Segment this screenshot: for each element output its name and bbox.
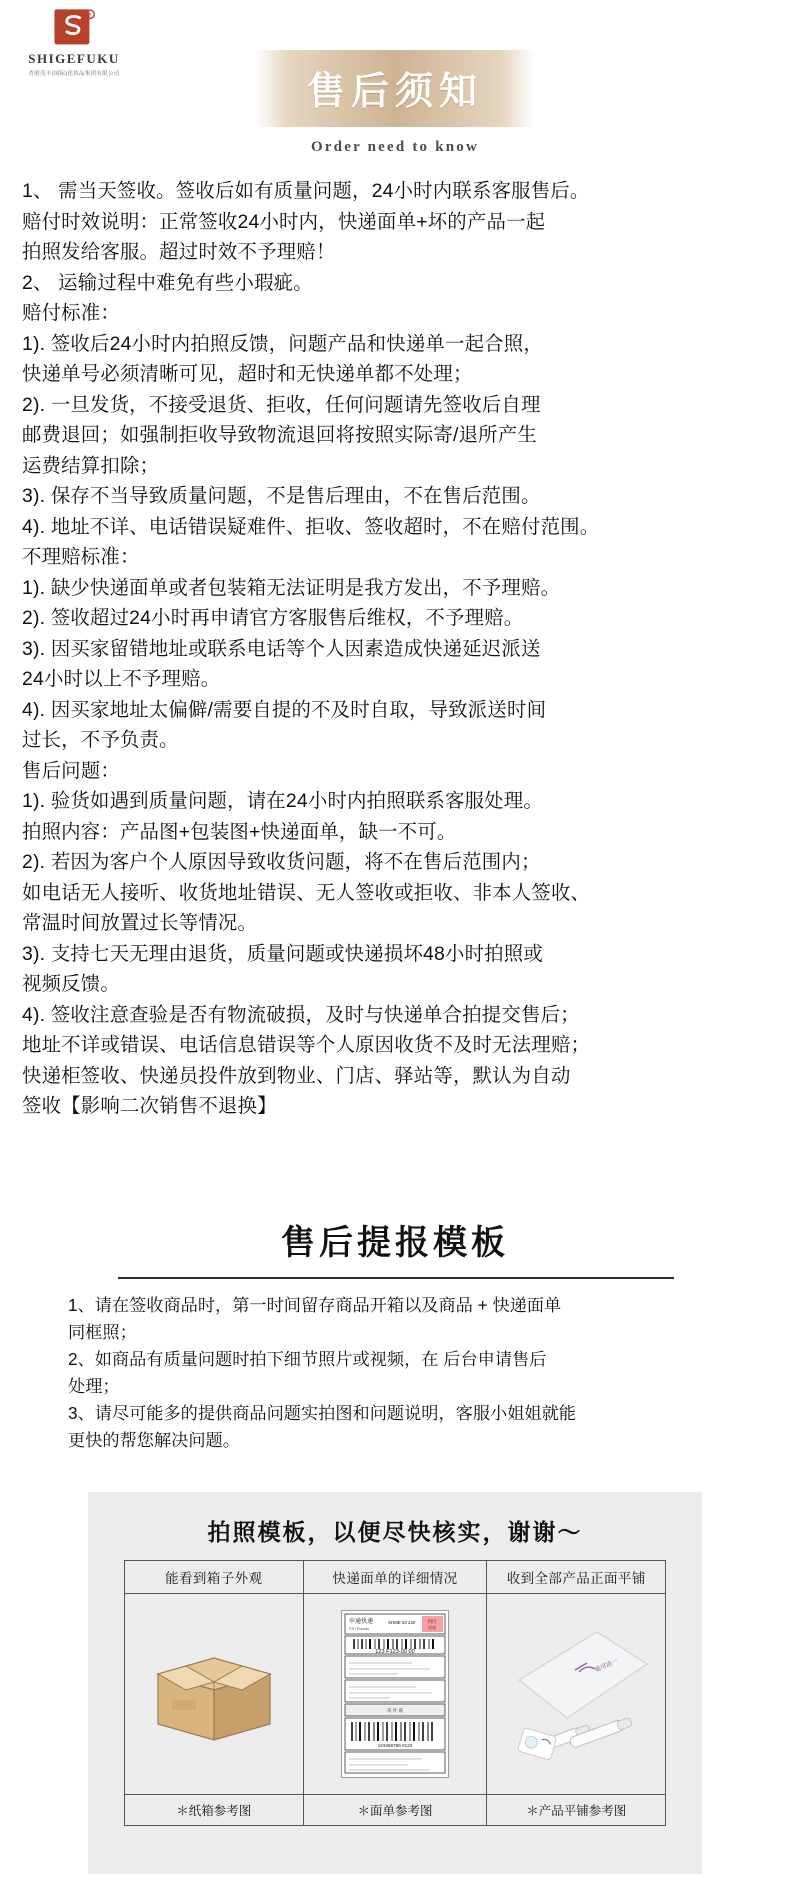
table-header-row [125, 1561, 666, 1594]
section2-text [68, 1292, 728, 1454]
table-footer-cell: ＊纸箱参考图 [125, 1795, 304, 1826]
policy-line: 过长，不予负责。 [22, 729, 179, 751]
photo-template-panel [88, 1492, 702, 1874]
label-cell [303, 1594, 487, 1795]
brand-name: SHIGEFUKU [28, 51, 120, 66]
product-flatlay-icon [501, 1614, 651, 1774]
table-header-cell: 能看到箱子外观 [125, 1561, 304, 1594]
page-subtitle: Order need to know [310, 139, 480, 155]
table-header-cell: 快递面单的详细情况 [303, 1561, 487, 1594]
policy-line: 24小时以上不予理赔。 [22, 668, 221, 690]
section2-line: 1、请在签收商品时，第一时间留存商品开箱以及商品 + 快递面单 [68, 1295, 562, 1315]
policy-line: 运费结算扣除； [22, 454, 160, 477]
svg-text:123456789 0123: 123456789 0123 [377, 1743, 413, 1748]
carton-cell [125, 1594, 304, 1795]
brand-subtitle: 香港茂丰(国际)化妆品集团有限公司 [28, 71, 120, 77]
policy-line: 2). 一旦发货，不接受退货、拒收，任何问题请先签收后自理 [22, 393, 541, 416]
table-footer-cell: ＊面单参考图 [303, 1795, 487, 1826]
shipping-label-icon [341, 1610, 449, 1778]
policy-line: 拍照发给客服。超过时效不予理赔！ [22, 241, 336, 263]
policy-line: 4). 地址不详、电话错误疑难件、拒收、签收超时，不在赔付范围。 [22, 515, 600, 538]
policy-line: 1). 签收后24小时内拍照反馈，问题产品和快递单一起合照， [22, 332, 543, 355]
policy-line: 3). 因买家留错地址或联系电话等个人因素造成快递延迟派送 [22, 637, 541, 660]
policy-line: 3). 保存不当导致质量问题，不是售后理由，不在售后范围。 [22, 485, 541, 507]
panel-title: 拍照模板，以便尽快核实，谢谢～ [207, 1520, 583, 1545]
policy-line: 2、 运输过程中难免有些小瑕疵。 [22, 271, 313, 294]
cardboard-box-icon [148, 1640, 280, 1748]
policy-line: 如电话无人接听、收货地址错误、无人签收或拒收、非本人签收、 [22, 881, 591, 904]
section2-line: 同框照； [68, 1322, 137, 1342]
svg-text:R: R [88, 13, 92, 19]
svg-text:STO Express: STO Express [348, 1627, 370, 1631]
table-footer-row [125, 1795, 666, 1826]
banner-plate [255, 50, 535, 127]
table-header-cell: 收到全部产品正面平铺 [487, 1561, 666, 1594]
policy-text [22, 176, 774, 1122]
section2-title: 售后提报模板 [281, 1225, 509, 1262]
policy-line: 2). 签收超过24小时再申请官方客服售后维权，不予理赔。 [22, 607, 524, 629]
table-footer-cell: ＊产品平铺参考图 [487, 1795, 666, 1826]
policy-line: 邮费退回；如强制拒收导致物流退回将按照实际寄/退所产生 [22, 424, 537, 446]
svg-text:易可洁一: 易可洁一 [594, 1658, 619, 1674]
section2-divider [118, 1277, 674, 1279]
page-title: 售后须知 [306, 71, 483, 113]
policy-line: 赔付时效说明：正常签收24小时内，快递面单+坏的产品一起 [22, 210, 546, 233]
svg-text:SHME 03 220: SHME 03 220 [387, 1620, 416, 1625]
policy-line: 常温时间放置过长等情况。 [22, 912, 258, 934]
policy-line: 视频反馈。 [22, 973, 120, 995]
svg-text:快递: 快递 [427, 1625, 436, 1630]
policy-line: 赔付标准： [22, 302, 120, 324]
s-monogram-icon [53, 8, 95, 50]
policy-line: 售后问题： [22, 759, 120, 782]
policy-line: 1). 缺少快递面单或者包装箱无法证明是我方发出，不予理赔。 [22, 576, 561, 599]
policy-line: 不理赔标准： [22, 546, 140, 568]
policy-line: 3). 支持七天无理由退货，质量问题或快递损坏48小时拍照或 [22, 942, 543, 965]
title-banner [0, 50, 790, 156]
policy-line: 1、 需当天签收。签收后如有质量问题，24小时内联系客服售后。 [22, 180, 590, 202]
svg-text:123 F123-00 00: 123 F123-00 00 [375, 1649, 415, 1655]
policy-line: 快递单号必须清晰可见，超时和无快递单都不处理； [22, 363, 473, 385]
photo-template-table [124, 1560, 666, 1826]
table-image-row [125, 1594, 666, 1795]
policy-line: 快递柜签收、快递员投件放到物业、门店、驿站等，默认为自动 [22, 1064, 571, 1087]
svg-text:寄 件 联: 寄 件 联 [386, 1708, 404, 1713]
policy-line: 签收【影响二次销售不退换】 [22, 1095, 277, 1117]
policy-line: 4). 因买家地址太偏僻/需要自提的不及时自取，导致派送时间 [22, 698, 547, 721]
policy-line: 1). 验货如遇到质量问题，请在24小时内拍照联系客服处理。 [22, 790, 543, 812]
section2-line: 2、如商品有质量问题时拍下细节照片或视频，在 后台申请售后 [68, 1349, 547, 1369]
product-cell [487, 1594, 666, 1795]
policy-line: 拍照内容：产品图+包装图+快递面单，缺一不可。 [22, 820, 457, 843]
svg-text:到付: 到付 [427, 1619, 437, 1624]
policy-line: 2). 若因为客户个人原因导致收货问题，将不在售后范围内； [22, 851, 541, 873]
section2-line: 更快的帮您解决问题。 [68, 1430, 240, 1450]
section2-line: 处理； [68, 1376, 120, 1396]
svg-text:申通快递: 申通快递 [348, 1619, 373, 1625]
policy-line: 4). 签收注意查验是否有物流破损，及时与快递单合拍提交售后； [22, 1003, 580, 1026]
section2-line: 3、请尽可能多的提供商品问题实拍图和问题说明，客服小姐姐就能 [68, 1403, 576, 1423]
policy-line: 地址不详或错误、电话信息错误等个人原因收货不及时无法理赔； [22, 1034, 591, 1056]
